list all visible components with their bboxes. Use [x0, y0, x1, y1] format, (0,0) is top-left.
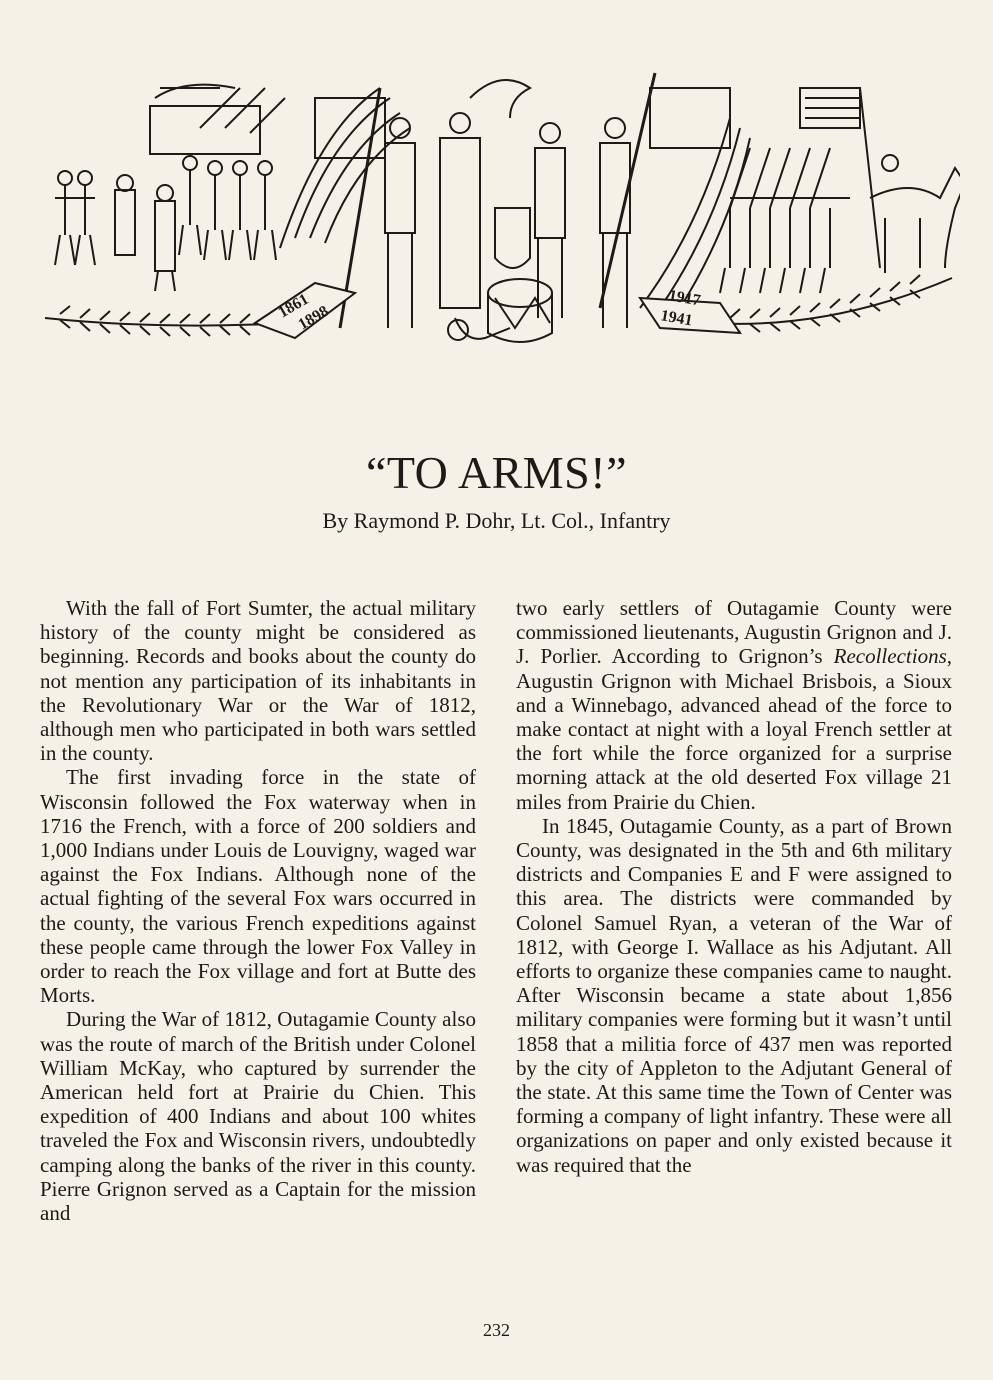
- civil-war-soldiers-icon: [55, 85, 285, 291]
- date-1861: 1861: [275, 290, 312, 322]
- right-paragraph-1-text-b: , Augustin Grignon with Michael Brisbois, a Sioux and a Winnebago, advanced ahead of the force to make contact at night with a loyal French settler at the fort while the force organized for a surprise morning attack at the old deserted Fox village 21 miles from Prairie du Chien.: [516, 644, 952, 814]
- american-flag-right-icon: [600, 73, 750, 308]
- soldier-figures-icon: [385, 113, 630, 328]
- right-column: [516, 596, 952, 1177]
- article-title: “TO ARMS!”: [366, 447, 627, 498]
- bugle-icon: [448, 318, 510, 340]
- cavalry-flag-icon: [800, 88, 960, 273]
- date-1898: 1898: [295, 302, 332, 334]
- left-paragraph-2: The first invading force in the state of Wisconsin followed the Fox waterway when in 1716 the French, with a force of 200 soldiers and 1,000 Indians under Louis de Louvigny, waged war against the Fox Indians. Although none of the actual fighting of the several Fox wars occurred in the county, the various French expeditions against these people came through the lower Fox Valley in order to reach the Fox village and fort at Butte des Morts.: [40, 765, 476, 1008]
- left-paragraph-1: With the fall of Fort Sumter, the actual military history of the county might be considered as beginning. Records and books about the county do not mention any participation of its inhabitants in the Revolutionary War or the War of 1812, although men who participated in both wars settled in the county.: [40, 596, 476, 766]
- military-history-banner-illustration: [40, 68, 960, 368]
- article-byline: By Raymond P. Dohr, Lt. Col., Infantry: [322, 508, 671, 533]
- recollections-italic: Recollections: [833, 644, 947, 669]
- right-paragraph-1-text-a: two early settlers of Outagamie County were commissioned lieutenants, Augustin Grignon and J. J. Porlier. According to Grignon’s: [516, 596, 952, 669]
- marching-infantry-icon: [720, 148, 850, 293]
- laurel-left-icon: [45, 306, 290, 336]
- date-1917: 1917: [667, 287, 702, 310]
- left-column: [40, 596, 476, 1225]
- right-paragraph-2: In 1845, Outagamie County, as a part of Brown County, was designated in the 5th and 6th military districts and Companies E and F were assigned to this area. The districts were commanded by Colonel Samuel Ryan, a veteran of the War of 1812, with George I. Wallace as his Adjutant. All efforts to organize these companies came to naught. After Wisconsin became a state about 1,856 military companies were forming but it wasn’t until 1858 that a militia force of 437 men was reported by the city of Appleton to the Adjutant General of the state. At this same time the Town of Center was forming a company of light infantry. These were all organizations on paper and only existed because it was required that the: [516, 813, 952, 1177]
- left-paragraph-3: During the War of 1812, Outagamie County also was the route of march of the British under Colonel William McKay, who captured by surrender the American held fort at Prairie du Chien. This expedition of 400 Indians and about 100 whites traveled the Fox and Wisconsin rivers, undoubtedly camping along the banks of the river in this county. Pierre Grignon served as a Captain for the mission and: [40, 1007, 476, 1226]
- date-1941: 1941: [659, 307, 694, 330]
- date-ribbon-right: [640, 287, 740, 333]
- right-paragraph-1: [516, 596, 952, 814]
- page-number: 232: [483, 1320, 510, 1340]
- date-ribbon-left: [255, 283, 355, 338]
- laurel-right-icon: [710, 275, 952, 332]
